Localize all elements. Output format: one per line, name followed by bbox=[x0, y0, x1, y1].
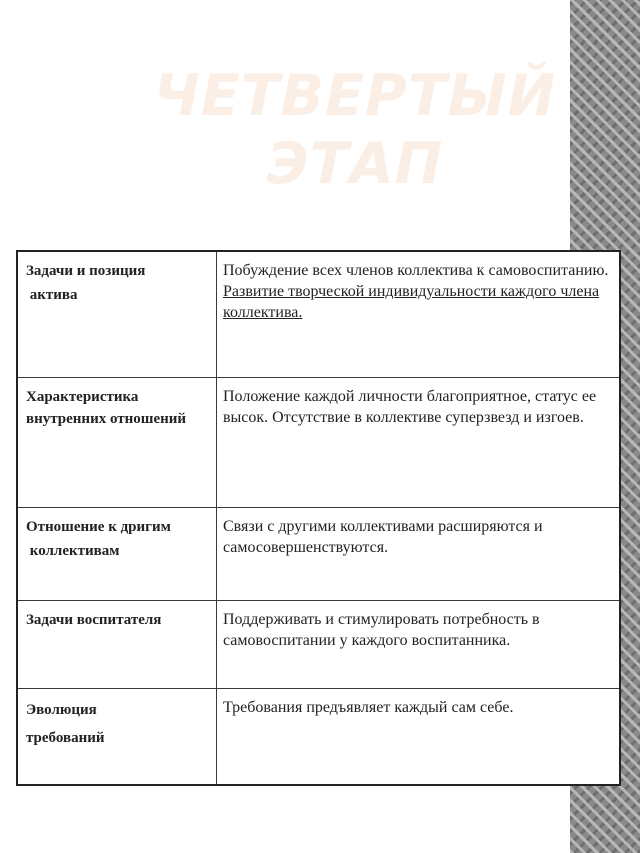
row-value-text: Побуждение всех членов коллектива к самовоспитанию. bbox=[223, 262, 609, 279]
row-value bbox=[217, 600, 621, 688]
table-row bbox=[17, 251, 620, 377]
row-value-text: Связи с другими коллективами расширяются и самосовершенствуются. bbox=[223, 518, 543, 557]
stage-table bbox=[16, 250, 621, 786]
row-label-line1: Задачи воспитателя bbox=[26, 611, 162, 628]
row-value-text: Поддерживать и стимулировать потребность в самовоспитании у каждого воспитанника. bbox=[223, 610, 540, 649]
row-value-text: Требования предъявляет каждый сам себе. bbox=[223, 699, 514, 717]
slide-title: ЧЕТВЕРТЫЙ ЭТАП bbox=[153, 63, 557, 197]
row-label bbox=[17, 508, 217, 600]
row-label-line2: требований bbox=[26, 730, 105, 747]
table-row bbox=[17, 600, 620, 688]
row-label-line2: внутренних отношений bbox=[26, 410, 187, 427]
row-value bbox=[217, 689, 621, 785]
row-label-line1: Отношение к дригим bbox=[26, 519, 171, 536]
table-row bbox=[17, 377, 620, 507]
row-value-text: Положение каждой личности благоприятное, статус ее высок. Отсутствие в коллективе суперзвезд и изгоев. bbox=[223, 387, 597, 426]
table-row bbox=[17, 508, 620, 600]
row-value bbox=[217, 377, 621, 507]
row-value bbox=[217, 251, 621, 377]
table-row bbox=[17, 689, 620, 785]
row-label bbox=[17, 251, 217, 377]
row-label-line1: Эволюция bbox=[26, 702, 97, 719]
row-label-line2: коллективам bbox=[26, 543, 120, 560]
row-label-line1: Характеристика bbox=[26, 388, 139, 405]
row-label bbox=[17, 689, 217, 785]
row-label-line1: Задачи и позиция bbox=[26, 263, 146, 279]
row-value-underlined: Развитие творческой индивидуальности каждого члена коллектива. bbox=[223, 283, 600, 321]
row-label-line2: актива bbox=[26, 287, 78, 303]
row-value bbox=[217, 508, 621, 600]
row-label bbox=[17, 377, 217, 507]
row-label bbox=[17, 600, 217, 688]
